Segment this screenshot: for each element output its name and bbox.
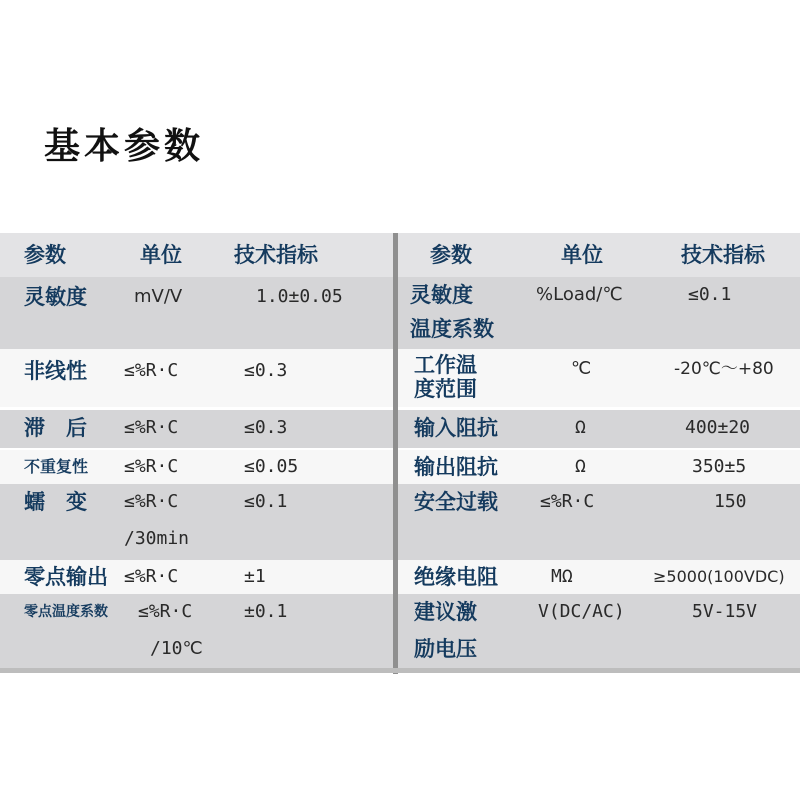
table-row (0, 560, 393, 594)
param-name-line2: 度范围 (414, 377, 477, 401)
param-name: 蠕 变 (24, 490, 87, 514)
param-spec: 150 (714, 491, 747, 512)
param-unit-line2: /30min (124, 528, 190, 549)
param-spec: ≥5000(100VDC) (653, 567, 785, 586)
table-row (0, 277, 393, 349)
table-row (398, 349, 800, 407)
table-row (0, 594, 393, 669)
param-unit: ℃ (571, 358, 592, 379)
param-unit: ≤%R·C (540, 491, 595, 512)
param-unit: MΩ (551, 566, 573, 587)
param-name: 绝缘电阻 (414, 565, 498, 589)
param-name: 滞 后 (24, 416, 87, 440)
param-name: 建议激 (414, 600, 477, 624)
param-unit: ≤%R·C (124, 417, 179, 438)
param-name-line2: 温度系数 (410, 317, 494, 341)
left-parameter-table (0, 233, 393, 674)
table-row (398, 277, 800, 349)
table-row (0, 484, 393, 560)
param-spec: -20℃～+80 (674, 359, 774, 379)
param-unit: ≤%R·C (124, 566, 179, 587)
param-name: 零点温度系数 (24, 604, 108, 620)
header-unit: 单位 (561, 243, 603, 267)
table-row (398, 450, 800, 484)
param-name: 不重复性 (24, 457, 89, 476)
table-bottom-rule (0, 668, 800, 673)
param-unit: ≤%R·C (138, 601, 193, 622)
param-spec: ±1 (244, 566, 266, 587)
table-row (398, 594, 800, 669)
param-unit: mV/V (134, 286, 183, 307)
header-unit: 单位 (140, 243, 182, 267)
header-spec: 技术指标 (234, 243, 318, 267)
param-name: 灵敏度 (410, 283, 473, 307)
header-param: 参数 (430, 243, 472, 267)
param-spec: ≤0.3 (244, 360, 288, 381)
table-row (0, 410, 393, 448)
table-header-row (0, 233, 393, 277)
param-unit: ≤%R·C (124, 491, 179, 512)
param-unit: ≤%R·C (124, 456, 179, 477)
param-unit-line2: /10℃ (150, 638, 203, 659)
param-unit: V(DC/AC) (538, 601, 625, 622)
table-row (398, 484, 800, 560)
page-title: 基本参数 (44, 126, 205, 167)
param-unit: %Load/℃ (536, 284, 623, 305)
header-spec: 技术指标 (681, 243, 765, 267)
param-name: 安全过载 (414, 490, 498, 514)
param-name: 灵敏度 (24, 285, 87, 309)
param-name: 输入阻抗 (414, 416, 498, 440)
table-row (0, 349, 393, 407)
param-name: 工作温 (414, 353, 477, 377)
table-row (398, 410, 800, 448)
param-name: 零点输出 (24, 565, 108, 589)
table-row (398, 560, 800, 594)
param-name: 输出阻抗 (414, 455, 498, 479)
header-param: 参数 (24, 243, 66, 267)
param-unit: Ω (575, 456, 586, 477)
param-name-line2: 励电压 (414, 637, 477, 661)
param-spec: ≤0.1 (244, 491, 288, 512)
param-spec: ±0.1 (244, 601, 288, 622)
param-spec: 350±5 (692, 456, 747, 477)
param-spec: ≤0.05 (244, 456, 299, 477)
right-parameter-table (398, 233, 800, 674)
param-spec: ≤0.3 (244, 417, 288, 438)
param-name: 非线性 (24, 359, 87, 383)
param-unit: Ω (575, 417, 586, 438)
param-spec: 400±20 (685, 417, 751, 438)
table-row (0, 450, 393, 484)
param-spec: 5V-15V (692, 601, 758, 622)
param-unit: ≤%R·C (124, 360, 179, 381)
table-header-row (398, 233, 800, 277)
param-spec: ≤0.1 (688, 284, 732, 305)
param-spec: 1.0±0.05 (256, 286, 343, 307)
